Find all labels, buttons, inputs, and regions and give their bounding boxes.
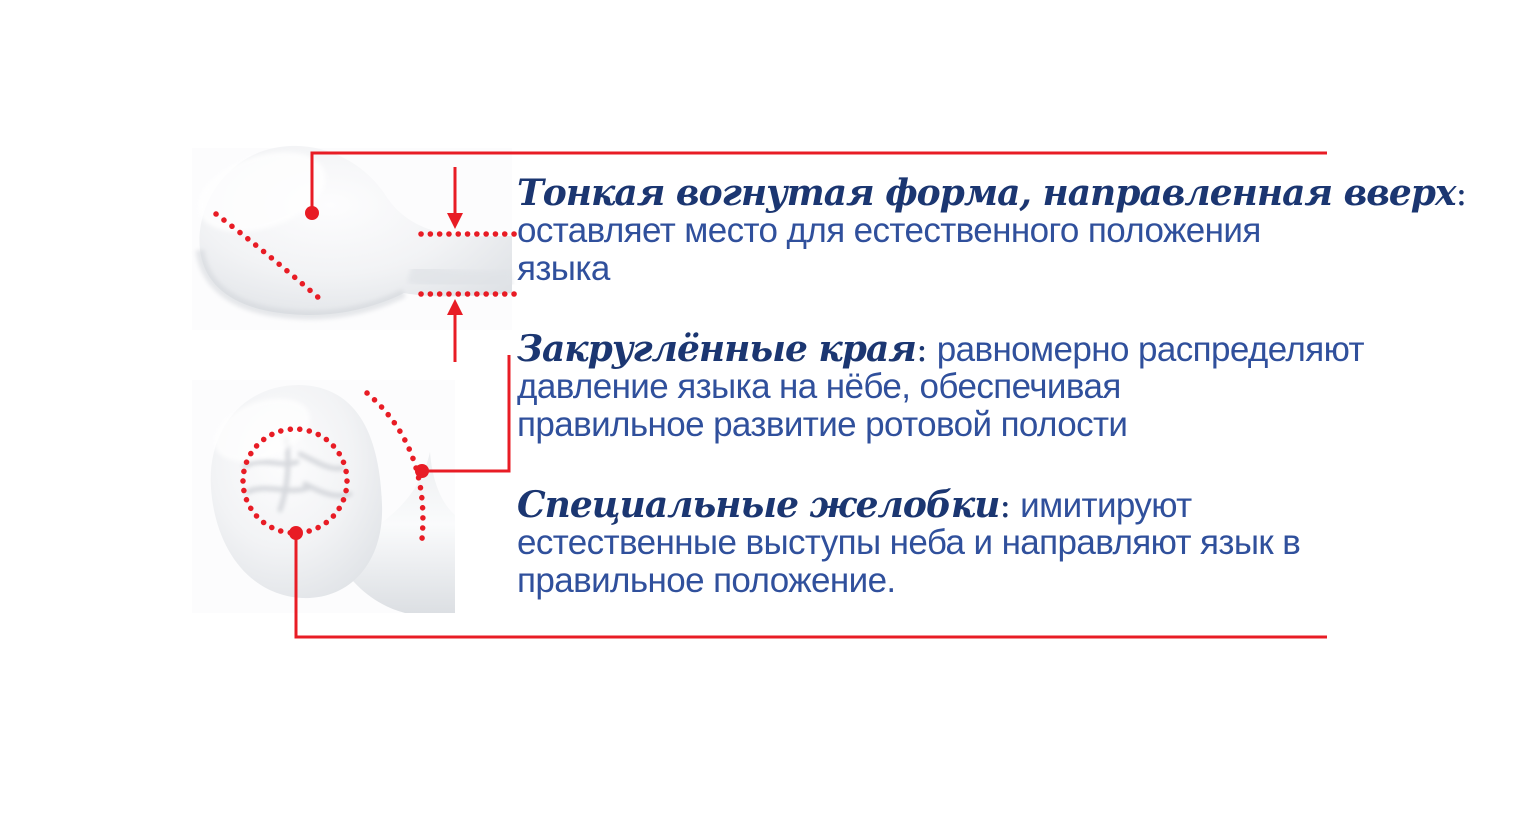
- feature-text-line: правильное развитие ротовой полости: [517, 405, 1128, 444]
- feature-block-rounded-edges: [517, 330, 1364, 444]
- feature-title: Тонкая вогнутая форма, направленная вверх: [517, 172, 1456, 214]
- feature-text-line: давление языка на нёбе, обеспечивая: [517, 367, 1121, 406]
- feature-colon: :: [999, 486, 1012, 526]
- feature-title: Специальные желобки: [517, 484, 1000, 526]
- pacifier-top-illustration: [192, 380, 455, 613]
- feature-text-line: оставляет место для естественного положения: [517, 211, 1261, 250]
- feature-block-thin-shape: [517, 174, 1476, 288]
- feature-title: Закруглённые края: [517, 328, 916, 370]
- marker-dot-icon: [415, 464, 429, 478]
- feature-heading-line: [517, 486, 1300, 524]
- marker-dot-icon: [305, 206, 319, 220]
- pacifier-side-illustration: [188, 137, 512, 330]
- feature-text: имитируют: [1020, 486, 1192, 525]
- feature-text: равномерно распределяют: [936, 330, 1364, 369]
- marker-dot-icon: [289, 526, 303, 540]
- feature-colon: :: [915, 330, 928, 370]
- feature-colon: :: [1455, 174, 1468, 214]
- neck-shading: [410, 272, 512, 281]
- feature-text-line: правильное положение.: [517, 561, 896, 600]
- feature-heading-line: [517, 174, 1476, 212]
- feature-block-special-grooves: [517, 486, 1300, 600]
- feature-heading-line: [517, 330, 1364, 368]
- feature-text-line: естественные выступы неба и направляют язык в: [517, 523, 1301, 562]
- feature-text-line: языка: [517, 249, 610, 288]
